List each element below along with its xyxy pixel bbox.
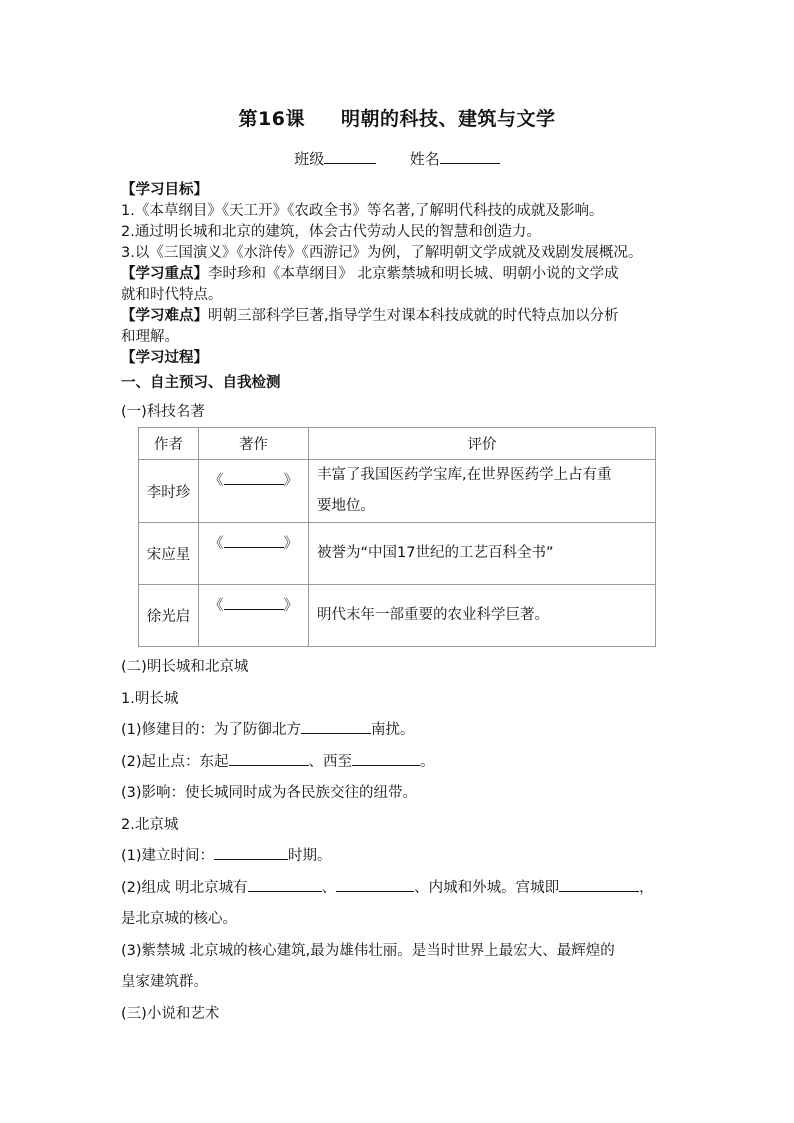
process-heading: 【学习过程】 <box>121 350 208 366</box>
section1-heading: 一、自主预习、自我检测 <box>121 375 281 391</box>
author-cell: 徐光启 <box>139 585 199 647</box>
wall-heading: 1.明长城 <box>121 690 179 707</box>
book-blank[interactable] <box>224 533 284 548</box>
city-comp-comma: ， <box>639 879 654 896</box>
author-cell: 李时珍 <box>139 460 199 523</box>
lesson-name: 明朝的科技、建筑与文学 <box>340 108 556 130</box>
objective-item: 2.通过明长城和北京的建筑，体会古代劳动人民的智慧和创造力。 <box>121 224 541 240</box>
book-blank[interactable] <box>224 595 284 610</box>
objective-item: 3.以《三国演义》《水浒传》《西游记》为例，了解明朝文学成就及戏剧发展概况。 <box>121 245 643 261</box>
eval-cell <box>309 585 656 647</box>
class-label: 班级 <box>294 150 325 168</box>
lesson-number: 第16课 <box>238 108 305 130</box>
sub2-heading: (二)明长城和北京城 <box>121 659 249 675</box>
wall-west-label: 、西至 <box>308 753 353 770</box>
city-comp-blank-2[interactable] <box>336 877 414 892</box>
difficult-points <box>121 306 681 327</box>
header-book: 著作 <box>199 428 309 460</box>
wall-purpose-text-end: 南扰。 <box>371 722 415 738</box>
city-time-label: (1)建立时间： <box>121 848 215 864</box>
table-row <box>139 460 656 523</box>
name-label: 姓名 <box>409 150 440 168</box>
city-time <box>121 841 681 873</box>
city-core: 是北京城的核心。 <box>121 911 237 927</box>
name-row <box>0 148 794 169</box>
book-blank[interactable] <box>224 470 284 485</box>
header-author: 作者 <box>139 428 199 460</box>
book-open-mark: 《 <box>209 598 224 614</box>
wall-endpoints <box>121 747 681 779</box>
table-row <box>139 523 656 585</box>
city-heading: 2.北京城 <box>121 816 179 833</box>
city-comp-text: 、内城和外城。宫城即 <box>414 879 560 896</box>
intro-section <box>121 180 681 427</box>
name-blank[interactable] <box>440 149 500 164</box>
wall-west-blank[interactable] <box>352 751 420 766</box>
book-cell <box>199 585 309 647</box>
sub3-heading: (三)小说和艺术 <box>121 1005 220 1022</box>
wall-east-blank[interactable] <box>229 751 309 766</box>
page-title <box>0 104 794 131</box>
table-header-row <box>139 428 656 460</box>
eval-text: 丰富了我国医药学宝库,在世界医药学上占有重 <box>317 467 612 483</box>
city-time-end: 时期。 <box>288 848 332 864</box>
book-cell <box>199 523 309 585</box>
key-points-heading: 【学习重点】 <box>121 266 208 282</box>
book-close-mark: 》 <box>283 536 298 552</box>
difficult-text-cont: 和理解。 <box>121 329 179 345</box>
wall-impact: (3)影响：使长城同时成为各民族交往的纽带。 <box>121 785 418 801</box>
eval-text: 被誉为“中国17世纪的工艺百科全书” <box>317 545 554 561</box>
author-cell: 宋应星 <box>139 523 199 585</box>
difficult-text: 明朝三部科学巨著,指导学生对课本科技成就的时代特点加以分析 <box>208 308 619 324</box>
city-comp-blank-1[interactable] <box>248 877 322 892</box>
sub1-heading: (一)科技名著 <box>121 404 205 420</box>
key-points-text-cont: 就和时代特点。 <box>121 287 223 303</box>
eval-text-cont: 要地位。 <box>317 498 375 514</box>
header-eval: 评价 <box>309 428 656 460</box>
table-row <box>139 585 656 647</box>
book-close-mark: 》 <box>283 598 298 614</box>
difficult-heading: 【学习难点】 <box>121 308 208 324</box>
book-open-mark: 《 <box>209 473 224 489</box>
class-blank[interactable] <box>324 149 376 164</box>
science-books-table <box>138 427 656 647</box>
book-close-mark: 》 <box>283 473 298 489</box>
wall-purpose-text: (1)修建目的：为了防御北方 <box>121 722 302 738</box>
palace-blank[interactable] <box>559 877 639 892</box>
eval-cell <box>309 523 656 585</box>
wall-period: 。 <box>420 753 435 770</box>
eval-text: 明代末年一部重要的农业科学巨著。 <box>317 607 549 623</box>
wall-purpose-blank[interactable] <box>301 719 371 734</box>
wall-east-label: (2)起止点：东起 <box>121 753 229 770</box>
book-open-mark: 《 <box>209 536 224 552</box>
city-comp-sep: 、 <box>321 879 337 896</box>
eval-cell <box>309 460 656 523</box>
objective-item: 1.《本草纲目》《天工开》《农政全书》等名著,了解明代科技的成就及影响。 <box>121 203 604 219</box>
key-points <box>121 264 681 285</box>
great-wall-beijing-section <box>121 652 681 1030</box>
city-time-blank[interactable] <box>214 845 288 860</box>
city-composition <box>121 873 681 905</box>
forbidden-city-cont: 皇家建筑群。 <box>121 974 208 990</box>
wall-purpose <box>121 715 681 747</box>
key-points-text: 李时珍和《本草纲目》 北京紫禁城和明长城、明朝小说的文学成 <box>208 266 619 282</box>
objectives-heading: 【学习目标】 <box>121 182 208 198</box>
forbidden-city: (3)紫禁城 北京城的核心建筑,最为雄伟壮丽。是当时世界上最宏大、最辉煌的 <box>121 942 615 959</box>
city-comp-label: (2)组成 明北京城有 <box>121 879 248 896</box>
book-cell <box>199 460 309 523</box>
